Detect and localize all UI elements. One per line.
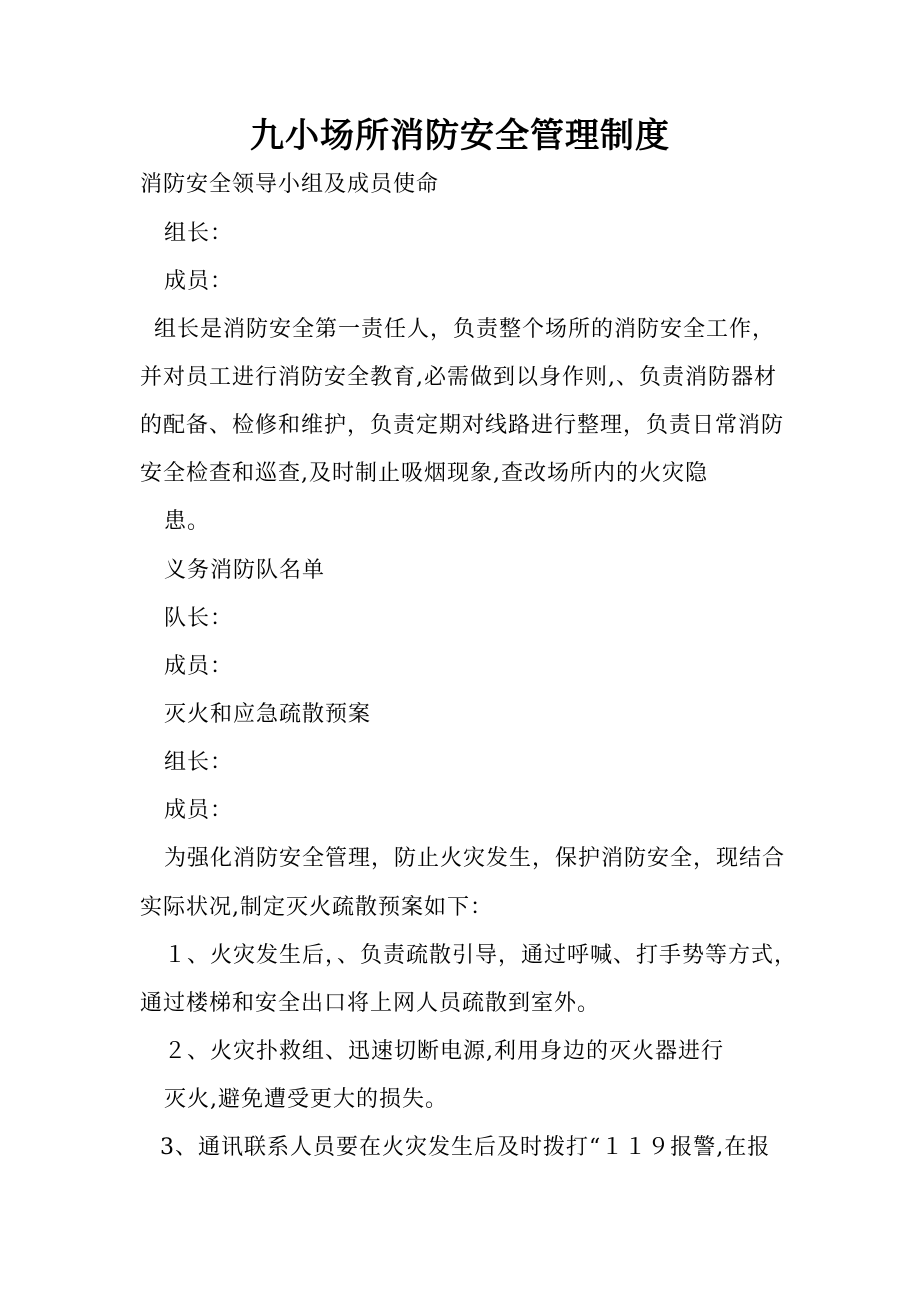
list-item-2: ２、火灾扑救组、迅速切断电源,利用身边的灭火器进行 xyxy=(164,1039,724,1064)
list-item-3: 3、通讯联系人员要在火灾发生后及时拨打“１１９报警,在报 xyxy=(160,1135,771,1160)
leader-label: 组长： xyxy=(164,750,234,775)
leader-label: 组长： xyxy=(164,221,234,246)
list-item-1: １、火灾发生后，、负责疏散引导，通过呼喊、打手势等方式， xyxy=(164,943,798,968)
list-item-2-continued: 灭火,避免遭受更大的损失。 xyxy=(164,1087,448,1112)
list-item-1-continued: 通过楼梯和安全出口将上网人员疏散到室外。 xyxy=(140,991,601,1016)
members-label: 成员： xyxy=(164,269,234,294)
members-label: 成员： xyxy=(164,654,234,679)
paragraph-line: 实际状况,制定灭火疏散预案如下： xyxy=(140,895,493,920)
paragraph-line: 并对员工进行消防安全教育,必需做到以身作则,、负责消防器材 xyxy=(140,365,777,390)
paragraph-line: 组长是消防安全第一责任人，负责整个场所的消防安全工作， xyxy=(154,317,776,342)
document-title: 九小场所消防安全管理制度 xyxy=(250,116,670,156)
members-label: 成员： xyxy=(164,798,234,823)
section-heading-leadership: 消防安全领导小组及成员使命 xyxy=(140,172,440,197)
section-heading-volunteer-team: 义务消防队名单 xyxy=(164,558,326,583)
captain-label: 队长： xyxy=(164,606,234,631)
paragraph-line: 为强化消防安全管理，防止火灾发生，保护消防安全，现结合 xyxy=(164,846,786,871)
section-heading-evacuation-plan: 灭火和应急疏散预案 xyxy=(164,702,372,727)
paragraph-line: 患。 xyxy=(164,509,211,534)
paragraph-line: 安全检查和巡查,及时制止吸烟现象,查改场所内的火灾隐 xyxy=(140,461,708,486)
paragraph-line: 的配备、检修和维护，负责定期对线路进行整理，负责日常消防 xyxy=(140,413,785,438)
